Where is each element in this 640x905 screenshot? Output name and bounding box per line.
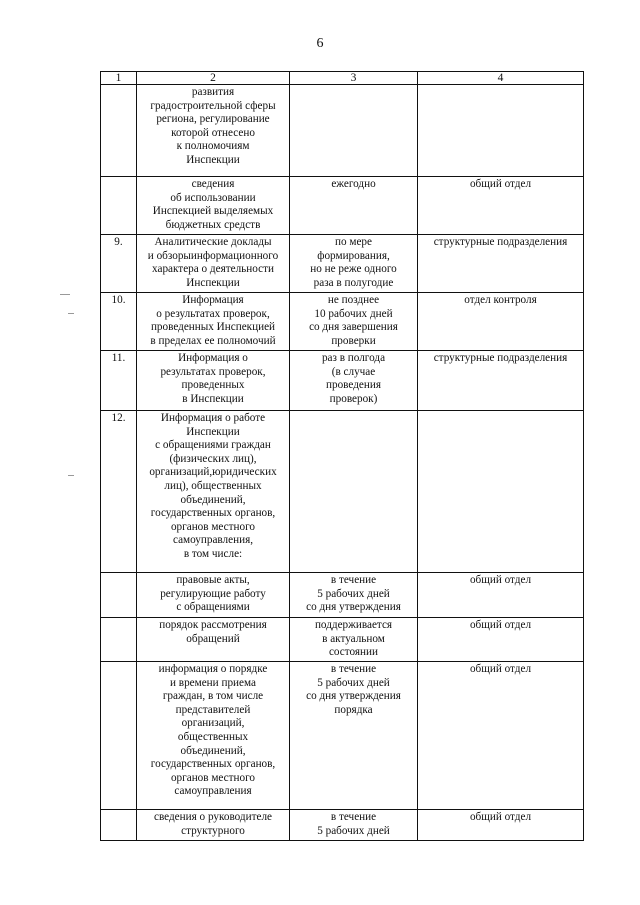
row-term: ежегодно [290, 177, 418, 235]
row-term: по мере формирования, но не реже одного раза в полугодие [290, 235, 418, 293]
row-term: поддерживается в актуальном состоянии [290, 618, 418, 662]
row-description: Аналитические доклады и обзорыинформационного характера о деятельности Инспекции [137, 235, 290, 293]
row-description: правовые акты, регулирующие работу с обращениями [137, 573, 290, 618]
table-row [101, 618, 584, 662]
table-row [101, 810, 584, 841]
table-row [101, 573, 584, 618]
scan-mark [68, 313, 74, 314]
table-header-row [101, 72, 584, 85]
row-term: в течение 5 рабочих дней [290, 810, 418, 841]
row-number: 12. [101, 411, 137, 573]
row-description: Информация о работе Инспекции с обращениями граждан (физических лиц), организаций,юридических лиц), общественных объединений, государственных органов, органов местного самоуправления, в том числе: [137, 411, 290, 573]
row-term: не позднее 10 рабочих дней со дня завершения проверки [290, 293, 418, 351]
row-number [101, 177, 137, 235]
header-cell-2: 2 [137, 72, 290, 85]
row-term [290, 85, 418, 177]
info-table [100, 71, 584, 841]
header-cell-3: 3 [290, 72, 418, 85]
row-responsible: общий отдел [418, 618, 584, 662]
row-description: Информация о результатах проверок, проведенных Инспекцией в пределах ее полномочий [137, 293, 290, 351]
row-responsible: отдел контроля [418, 293, 584, 351]
table-row [101, 351, 584, 411]
row-responsible [418, 411, 584, 573]
scan-mark [68, 475, 74, 476]
row-responsible: структурные подразделения [418, 235, 584, 293]
row-description: развития градостроительной сферы региона, регулирование которой отнесено к полномочиям Инспекции [137, 85, 290, 177]
table-row [101, 85, 584, 177]
row-responsible: общий отдел [418, 573, 584, 618]
table-row [101, 235, 584, 293]
table-row [101, 411, 584, 573]
page-number: 6 [316, 36, 324, 51]
row-description: информация о порядке и времени приема граждан, в том числе представителей организаций, общественных объединений, государственных органов, органов местного самоуправления [137, 662, 290, 810]
row-description: порядок рассмотрения обращений [137, 618, 290, 662]
table-row [101, 662, 584, 810]
row-description: Информация о результатах проверок, проведенных в Инспекции [137, 351, 290, 411]
header-cell-4: 4 [418, 72, 584, 85]
table-row [101, 293, 584, 351]
header-cell-1: 1 [101, 72, 137, 85]
row-responsible: общий отдел [418, 810, 584, 841]
row-responsible [418, 85, 584, 177]
row-number [101, 662, 137, 810]
row-number [101, 85, 137, 177]
row-number: 10. [101, 293, 137, 351]
row-number: 11. [101, 351, 137, 411]
row-responsible: общий отдел [418, 177, 584, 235]
row-term [290, 411, 418, 573]
row-term: в течение 5 рабочих дней со дня утверждения порядка [290, 662, 418, 810]
row-number [101, 810, 137, 841]
row-responsible: структурные подразделения [418, 351, 584, 411]
row-term: раз в полгода (в случае проведения проверок) [290, 351, 418, 411]
row-term: в течение 5 рабочих дней со дня утверждения [290, 573, 418, 618]
row-number [101, 573, 137, 618]
row-description: сведения о руководителе структурного [137, 810, 290, 841]
table-row [101, 177, 584, 235]
row-number: 9. [101, 235, 137, 293]
row-number [101, 618, 137, 662]
row-description: сведения об использовании Инспекцией выделяемых бюджетных средств [137, 177, 290, 235]
scan-mark [60, 294, 70, 295]
row-responsible: общий отдел [418, 662, 584, 810]
